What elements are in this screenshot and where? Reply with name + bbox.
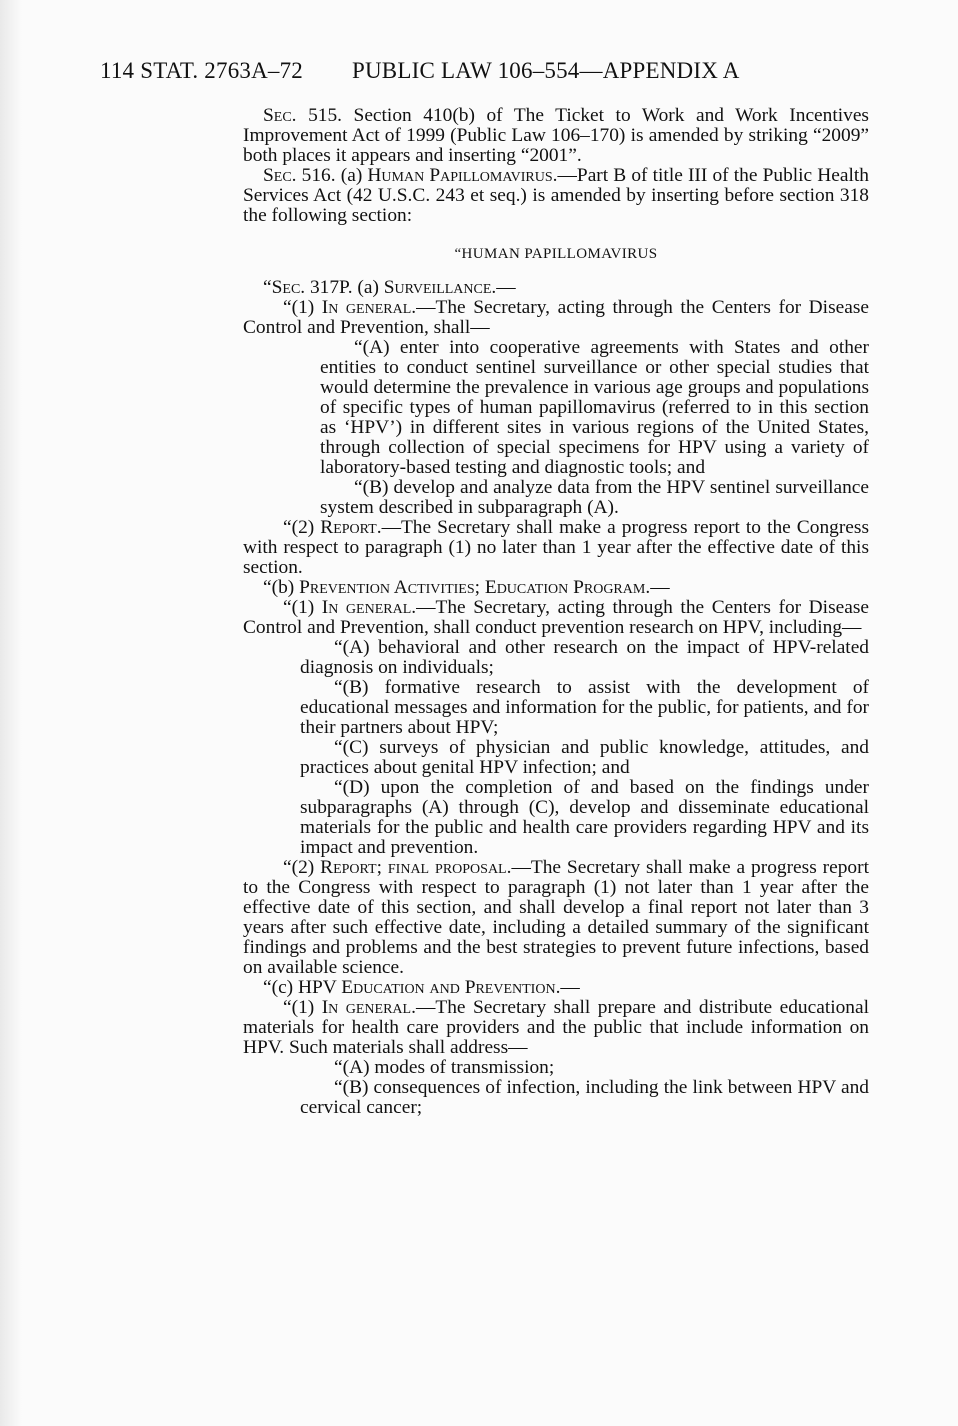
- paragraph-b1: [243, 598, 869, 638]
- subparagraph-b1A: “(A) behavioral and other research on the impact of HPV-related diagnosis on individuals;: [300, 637, 869, 678]
- subsection-b-title: Prevention Activities; Education Program.: [299, 577, 651, 598]
- section-516-heading: Human Papillomavirus.: [367, 165, 558, 186]
- header-title: PUBLIC LAW 106–554—APPENDIX A: [352, 58, 740, 83]
- paragraph-a2-label: “(2): [283, 517, 321, 538]
- inserted-section-title: “HUMAN PAPILLOMAVIRUS: [454, 246, 658, 262]
- subparagraph-b1C: “(C) surveys of physician and public knowledge, attitudes, and practices about genital HPV infection; and: [300, 737, 869, 778]
- paragraph-c1-label: “(1): [283, 997, 322, 1018]
- subsection-a-heading: Surveillance.: [383, 277, 497, 298]
- page-edge-shadow: [0, 0, 22, 1426]
- paragraph-b2-label: “(2): [283, 857, 321, 878]
- subsection-c-label: “(c) HPV: [263, 977, 342, 998]
- section-317p-label: “Sec. 317P.: [263, 277, 353, 298]
- paragraph-c1-heading: In general.: [321, 997, 416, 1018]
- subparagraph-c1A: “(A) modes of transmission;: [334, 1057, 555, 1078]
- paragraph-a1-text: —The Secretary, acting through the Centers for Disease Control and Prevention, shall—: [243, 297, 869, 338]
- paragraph-a1: [243, 298, 869, 338]
- subparagraph-c1B: “(B) consequences of infection, including the link between HPV and cervical cancer;: [300, 1077, 869, 1118]
- paragraph-a2-text: —The Secretary shall make a progress report to the Congress with respect to paragraph (1) no later than 1 year after the effective date of this section.: [243, 517, 869, 578]
- subparagraph-b1B: “(B) formative research to assist with the development of educational messages and information for the public, for patients, and for their partners about HPV;: [300, 677, 869, 738]
- section-516-text: —Part B of title III of the Public Health Services Act (42 U.S.C. 243 et seq.) is amended by inserting before section 318 the following section:: [243, 165, 869, 226]
- paragraph-b2-heading: Report; final proposal.: [320, 857, 512, 878]
- paragraph-c1-text: —The Secretary shall prepare and distribute educational materials for health care providers and the public that include information on HPV. Such materials shall address—: [243, 997, 869, 1058]
- paragraph-b2-text: —The Secretary shall make a progress report to the Congress with respect to paragraph (1) not later than 1 year after the effective date of this section, and shall develop a final report not later than 3 years after such effective date, including a detailed summary of the significant findings and problems and the best strategies to prevent future infections, based on available science.: [243, 857, 869, 978]
- subsection-b-heading: [243, 578, 869, 598]
- running-header: [100, 58, 740, 84]
- subparagraph-b1D: “(D) upon the completion of and based on the findings under subparagraphs (A) through (C), develop and disseminate educational materials for the public and health care providers regarding HPV and its impact and prevention.: [300, 777, 869, 858]
- paragraph-b1-heading: In general.: [321, 597, 417, 618]
- paragraph-a2-heading: Report.: [320, 517, 382, 538]
- section-516-subsection: (a): [335, 165, 368, 186]
- paragraph-c1: [243, 998, 869, 1058]
- section-516-label: Sec. 516.: [263, 165, 336, 186]
- paragraph-b1-label: “(1): [283, 597, 322, 618]
- subsection-b-dash: —: [650, 577, 670, 598]
- paragraph-a2: [243, 518, 869, 578]
- section-516: [243, 166, 869, 226]
- paragraph-a1-label: “(1): [283, 297, 322, 318]
- section-515: [243, 106, 869, 166]
- paragraph-b1-text: —The Secretary, acting through the Centers for Disease Control and Prevention, shall conduct prevention research on HPV, including—: [243, 597, 869, 638]
- subsection-b-label: “(b): [263, 577, 300, 598]
- subsection-a-dash: —: [496, 277, 516, 298]
- subsection-c-dash: —: [560, 977, 580, 998]
- subsection-a-label: (a): [352, 277, 384, 298]
- subparagraph-a1A: “(A) enter into cooperative agreements with States and other entities to conduct sentinel surveillance or other special studies that would determine the prevalence in various age groups and populations of specific types of human papillomavirus (referred to in this section as ‘HPV’) in different sites in various regions of the United States, through collection of special specimens for HPV using a variety of laboratory-based testing and diagnostic tools; and: [320, 337, 869, 478]
- section-515-text: Section 410(b) of The Ticket to Work and Work Incentives Improvement Act of 1999 (Public Law 106–170) is amended by striking “2009” both places it appears and inserting “2001”.: [243, 105, 869, 166]
- statute-citation: 114 STAT. 2763A–72: [100, 58, 304, 83]
- subsection-c-heading: [243, 978, 869, 998]
- paragraph-a1-heading: In general.: [321, 297, 417, 318]
- page-body: [243, 106, 869, 1118]
- section-317p-heading: [243, 278, 869, 298]
- subparagraph-a1B: “(B) develop and analyze data from the HPV sentinel surveillance system described in subparagraph (A).: [320, 477, 869, 518]
- paragraph-b2: [243, 858, 869, 978]
- section-515-label: Sec. 515.: [263, 105, 342, 126]
- subsection-c-title: Education and Prevention.: [341, 977, 561, 998]
